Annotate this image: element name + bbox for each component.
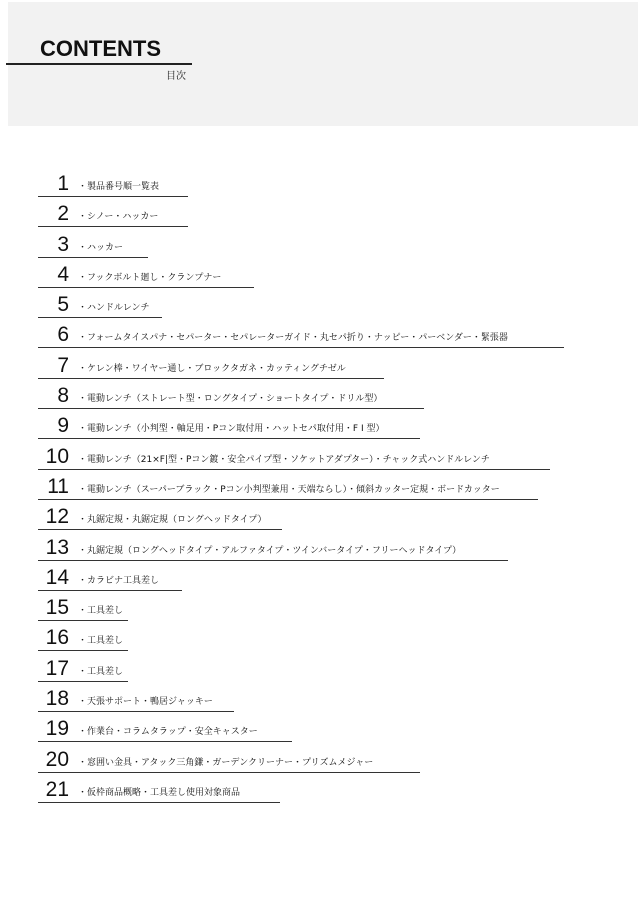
toc-underline [38,711,234,712]
toc-item-1[interactable] [0,172,640,202]
toc-item-7[interactable] [0,354,640,384]
toc-item-13[interactable] [0,536,640,566]
toc-title: ・仮枠商品概略・工具差し使用対象商品 [78,787,241,798]
toc-number: 7 [57,353,69,377]
toc-underline [38,499,538,500]
header-divider [6,63,192,65]
toc-item-2[interactable] [0,202,640,232]
toc-number: 9 [57,414,69,438]
toc-number: 5 [57,293,69,317]
toc-item-12[interactable] [0,505,640,535]
toc-underline [38,317,162,318]
toc-number: 17 [45,656,69,680]
toc-underline [38,378,384,379]
toc-number: 14 [45,565,69,589]
toc-underline [38,196,188,197]
toc-title: ・工具差し [78,666,124,677]
toc-item-20[interactable] [0,748,640,778]
toc-item-15[interactable] [0,596,640,626]
toc-title: ・作業台・コラムタラップ・安全キャスター [78,727,258,738]
toc-title: ・ケレン棒・ワイヤー通し・ブロックタガネ・カッティングチゼル [78,363,346,374]
toc-item-21[interactable] [0,778,640,808]
toc-item-8[interactable] [0,384,640,414]
toc-number: 15 [45,596,69,620]
toc-title: ・ハンドルレンチ [78,303,150,314]
toc-number: 2 [57,202,69,226]
toc-title: ・フォームタイスパナ・セパーター・セパレーターガイド・丸セパ折り・ナッピー・パーベンダー・緊張器 [78,333,508,344]
toc-item-16[interactable] [0,626,640,656]
toc-number: 20 [45,747,69,771]
toc-number: 3 [57,232,69,256]
toc-title: ・シノー・ハッカー [78,212,159,223]
toc-underline [38,287,254,288]
toc-title: ・工具差し [78,606,124,617]
toc-number: 12 [45,505,69,529]
toc-number: 21 [45,777,69,801]
toc-title: ・工具差し [78,636,124,647]
toc-item-11[interactable] [0,475,640,505]
toc-number: 18 [45,687,69,711]
toc-title: ・ハッカー [78,242,124,253]
toc-title: ・電動レンチ（スーパーブラック・Pコン小判型兼用・天端ならし）・傾斜カッター定規・ボードカッター [78,484,500,495]
toc-item-9[interactable] [0,414,640,444]
toc-underline [38,469,550,470]
toc-number: 11 [47,474,69,498]
toc-underline [38,620,128,621]
toc-item-19[interactable] [0,717,640,747]
toc-underline [38,590,182,591]
toc-underline [38,560,508,561]
toc-number: 16 [45,626,69,650]
toc-title: ・丸鋸定規・丸鋸定規（ロングヘッドタイプ） [78,515,267,526]
toc-number: 6 [57,323,69,347]
toc-underline [38,741,292,742]
toc-underline [38,438,420,439]
toc-number: 4 [57,262,69,286]
toc-number: 13 [45,535,69,559]
toc-item-14[interactable] [0,566,640,596]
toc-title: ・電動レンチ（21×F|型・Pコン鍍・安全パイプ型・ソケットアダプター）・チャック式ハンドルレンチ [78,454,490,465]
toc-number: 19 [45,717,69,741]
toc-title: ・フックボルト廻し・クランプナー [78,272,222,283]
toc-title: ・窓囲い金具・アタック三角鎌・ガーデンクリーナー・プリズムメジャー [78,757,374,768]
toc-item-5[interactable] [0,293,640,323]
toc-underline [38,650,128,651]
toc-item-4[interactable] [0,263,640,293]
toc-title: ・天張サポート・鴨居ジャッキー [78,697,213,708]
toc-number: 1 [57,172,69,195]
toc-underline [38,772,420,773]
toc-item-17[interactable] [0,657,640,687]
toc-item-3[interactable] [0,233,640,263]
toc-underline [38,802,280,803]
toc-title: ・丸鋸定規（ロングヘッドタイプ・アルファタイプ・ツインバータイプ・フリーヘッドタイプ） [78,545,462,556]
toc-title: ・電動レンチ（ストレート型・ロングタイプ・ショートタイプ・ドリル型） [78,394,383,405]
toc-number: 10 [45,444,69,468]
toc-item-18[interactable] [0,687,640,717]
toc-number: 8 [57,384,69,408]
toc-title: ・電動レンチ（小判型・軸足用・Pコン取付用・ハットセパ取付用・F I 型） [78,424,385,435]
toc-underline [38,226,188,227]
toc-underline [38,681,128,682]
toc-title: ・製品番号順一覧表 [78,182,160,192]
toc-underline [38,408,424,409]
toc-underline [38,257,148,258]
page-title: CONTENTS [40,36,161,61]
toc-item-6[interactable] [0,323,640,353]
toc-item-10[interactable] [0,445,640,475]
toc-underline [38,347,564,348]
toc-title: ・カラビナ工具差し [78,575,160,586]
toc-underline [38,529,282,530]
table-of-contents [0,172,640,808]
page-subtitle: 目次 [166,71,186,82]
